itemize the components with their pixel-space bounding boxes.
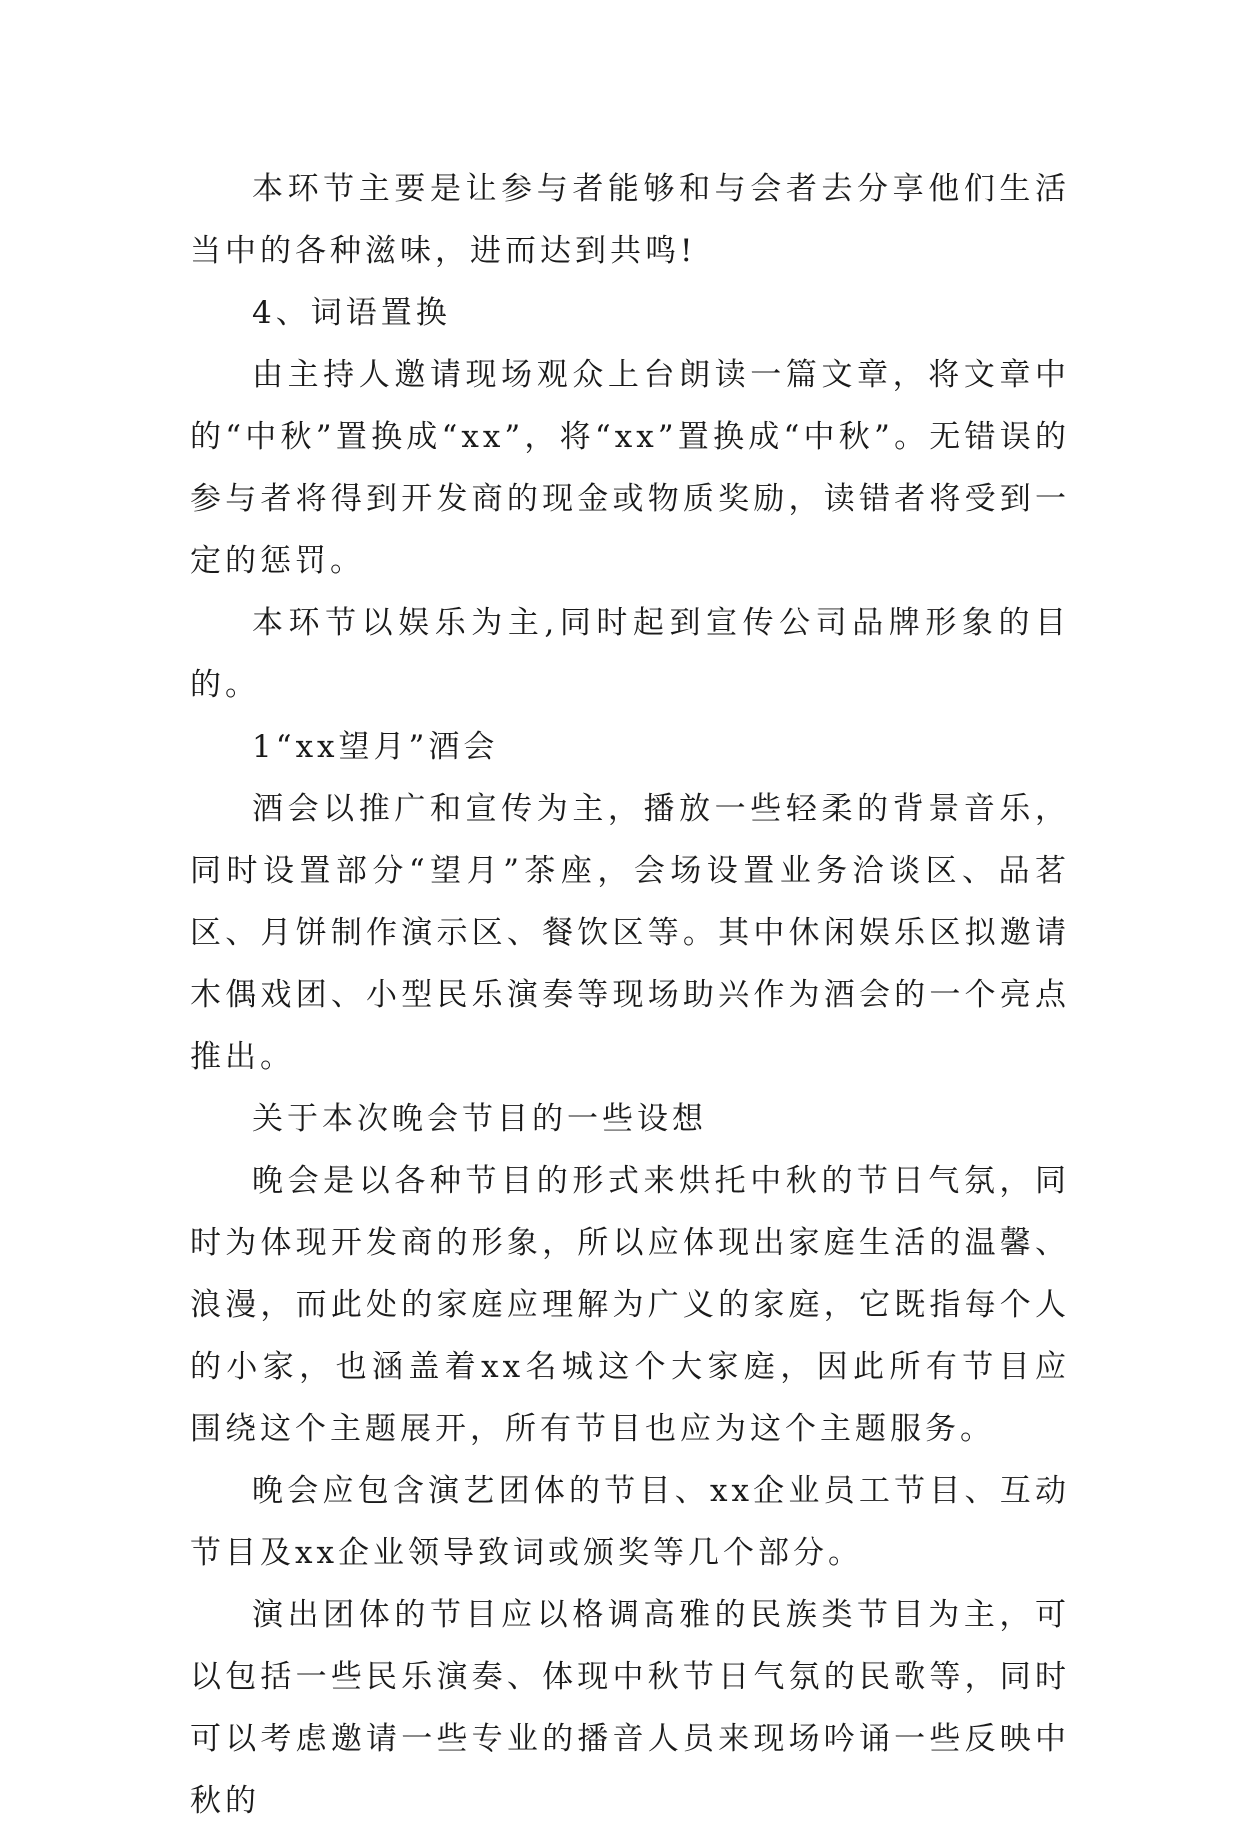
section-heading-word-swap: 4、词语置换 [252,295,451,331]
paragraph-entertainment-purpose: 本环节以娱乐为主,同时起到宣传公司品牌形象的目的。 [190,605,1070,703]
paragraph-party-description: 酒会以推广和宣传为主，播放一些轻柔的背景音乐，同时设置部分“望月”茶座，会场设置业务洽谈区、品茗区、月饼制作演示区、餐饮区等。其中休闲娱乐区拟邀请木偶戏团、小型民乐演奏等现场助兴作为酒会的一个亮点推出。 [190,791,1070,1075]
paragraph-word-swap-rules: 由主持人邀请现场观众上台朗读一篇文章，将文章中的“中秋”置换成“xx”，将“xx”置换成“中秋”。无错误的参与者将得到开发商的现金或物质奖励，读错者将受到一定的惩罚。 [190,357,1070,579]
paragraph-program-theme: 晚会是以各种节目的形式来烘托中秋的节日气氛，同时为体现开发商的形象，所以应体现出家庭生活的温馨、浪漫，而此处的家庭应理解为广义的家庭，它既指每个人的小家，也涵盖着xx名城这个大家庭，因此所有节目应围绕这个主题展开，所有节目也应为这个主题服务。 [190,1163,1070,1447]
section-heading-program-ideas: 关于本次晚会节目的一些设想 [252,1101,707,1137]
paragraph-sharing-summary: 本环节主要是让参与者能够和与会者去分享他们生活当中的各种滋味，进而达到共鸣! [190,171,1070,269]
section-heading-moon-party: 1“xx望月”酒会 [252,729,499,765]
paragraph-program-parts: 晚会应包含演艺团体的节目、xx企业员工节目、互动节目及xx企业领导致词或颁奖等几个部分。 [190,1473,1070,1571]
document-body [190,158,1070,1832]
paragraph-performance-groups: 演出团体的节目应以格调高雅的民族类节目为主，可以包括一些民乐演奏、体现中秋节日气氛的民歌等，同时可以考虑邀请一些专业的播音人员来现场吟诵一些反映中秋的 [190,1597,1070,1819]
